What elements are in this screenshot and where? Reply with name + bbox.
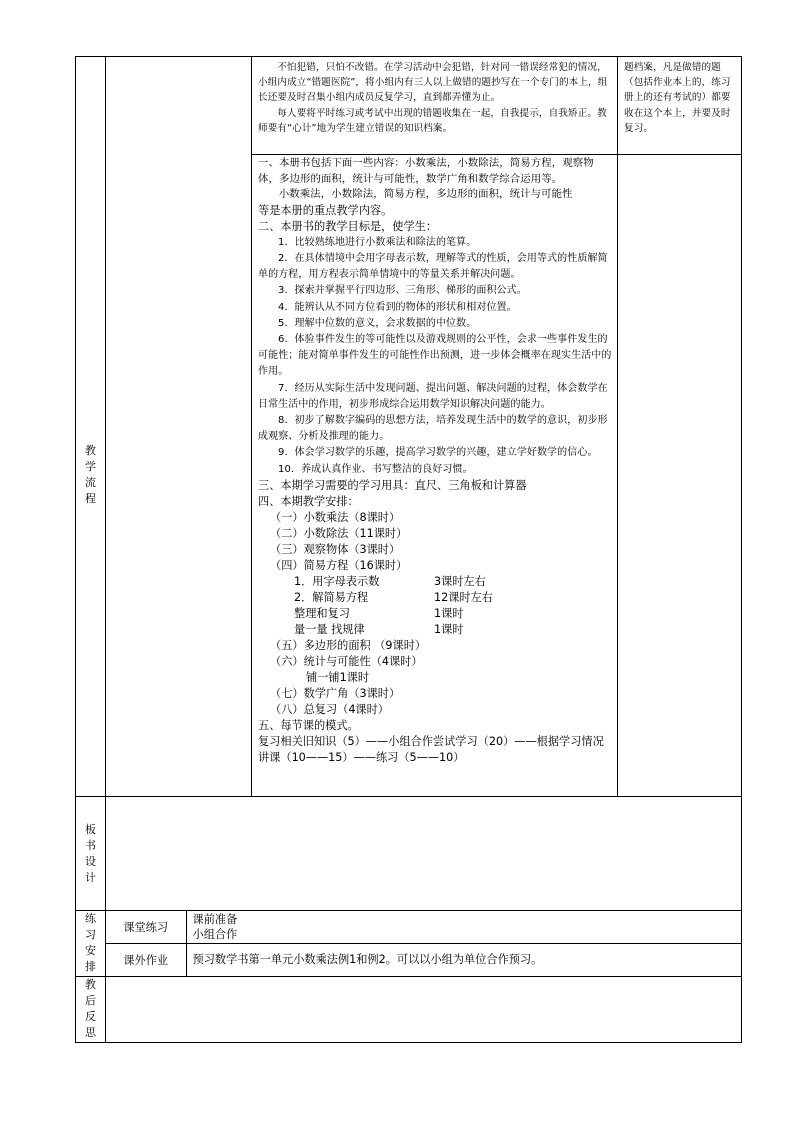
section-3: 三、本期学习需要的学习用具：直尺、三角板和计算器 xyxy=(258,478,527,492)
board-design-row xyxy=(76,797,742,911)
sub-schedule-item xyxy=(258,590,613,606)
goal-item: 1．比较熟练地进行小数乘法和除法的笔算。 xyxy=(278,236,477,248)
label-char: 后 xyxy=(85,994,96,1007)
sub-schedule-hours: 12课时左右 xyxy=(434,590,493,604)
mistakes-para-1: 不怕犯错，只怕不改错。在学习活动中会犯错，针对同一错误经常犯的情况，小组内成立“错题医院”，将小组内有三人以上做错的题抄写在一个专门的本上，组长还要及时召集小组内成员反复学习，直到都弄懂为止。 xyxy=(258,62,608,104)
homework-label: 课外作业 xyxy=(106,944,186,976)
goal-item: 6．体验事件发生的等可能性以及游戏规则的公平性，会求一些事件发生的可能性；能对简单事件发生的可能性作出预测，进一步体会概率在现实生活中的作用。 xyxy=(258,334,612,378)
empty-cell-top xyxy=(106,57,252,155)
sub-schedule-item xyxy=(258,606,613,622)
goal-item: 5．理解中位数的意义，会求数据的中位数。 xyxy=(278,317,477,329)
empty-side-cell xyxy=(618,155,742,797)
class-practice-items xyxy=(186,911,741,944)
class-practice-item: 小组合作 xyxy=(192,928,238,941)
label-char: 流 xyxy=(85,476,96,490)
label-cell-top xyxy=(76,57,106,155)
label-char: 设 xyxy=(85,854,96,868)
section-1-c: 等是本册的重点教学内容。 xyxy=(258,203,393,217)
section-5-heading: 五、每节课的模式。 xyxy=(258,718,359,732)
label-char: 习 xyxy=(85,928,96,942)
sub-schedule-name: 量一量 找规律 xyxy=(294,622,365,636)
section-2-heading: 二、本册书的教学目标是，使学生： xyxy=(258,219,438,233)
label-char: 思 xyxy=(85,1026,96,1039)
practice-row xyxy=(76,911,742,977)
mistakes-para-2: 每人要将平时练习或考试中出现的错题收集在一起，自我提示，自我矫正。教师要有“心计”地为学生建立错误的知识档案。 xyxy=(258,107,607,134)
sub-schedule-name: 1．用字母表示数 xyxy=(294,574,380,588)
label-char: 程 xyxy=(85,492,96,506)
goal-item: 8．初步了解数字编码的思想方法，培养发现生活中的数学的意识，初步形成观察、分析及推理的能力。 xyxy=(258,415,608,443)
flow-content-cell xyxy=(252,155,618,797)
flow-row xyxy=(76,155,742,797)
reflection-label xyxy=(76,976,106,1042)
label-char: 教 xyxy=(85,444,96,458)
goal-item: 10．养成认真作业、书写整洁的良好习惯。 xyxy=(278,463,473,475)
schedule-item: （八）总复习（4课时） xyxy=(270,702,389,716)
empty-cell xyxy=(106,155,252,797)
sub-schedule-hours: 3课时左右 xyxy=(434,574,486,588)
mistakes-cell xyxy=(252,57,618,155)
label-char: 排 xyxy=(85,960,96,974)
schedule-item: （四）简易方程（16课时） xyxy=(270,558,408,572)
label-char: 教 xyxy=(85,978,96,991)
label-char: 学 xyxy=(85,460,96,474)
label-char: 反 xyxy=(85,1010,96,1023)
class-practice-item: 课前准备 xyxy=(192,913,238,926)
goal-item: 2．在具体情境中会用字母表示数，理解等式的性质，会用等式的性质解简单的方程，用方程表示简单情境中的等量关系并解决问题。 xyxy=(258,252,608,281)
practice-sub-table xyxy=(106,911,741,976)
section-1-a: 一、本册书包括下面一些内容：小数乘法，小数除法，简易方程，观察物体，多边形的面积，统计与可能性，数学广角和数学综合运用等。 xyxy=(258,157,594,185)
sub-schedule-name: 2．解简易方程 xyxy=(294,590,369,604)
schedule-item: （三）观察物体（3课时） xyxy=(270,542,401,556)
schedule-item: （一）小数乘法（8课时） xyxy=(270,510,401,524)
reflection-row xyxy=(76,976,742,1042)
goal-item: 3．探索并掌握平行四边形、三角形、梯形的面积公式。 xyxy=(278,285,527,297)
class-mode: 复习相关旧知识（5）——小组合作尝试学习（20）——根据学习情况讲课（10——15）——练习（5——10） xyxy=(258,734,604,764)
section-4-heading: 四、本期教学安排： xyxy=(258,494,359,508)
label-char: 书 xyxy=(85,838,96,852)
schedule-item: （六）统计与可能性（4课时） xyxy=(270,654,423,668)
goal-item: 7．经历从实际生活中发现问题、提出问题、解决问题的过程，体会数学在日常生活中的作用，初步形成综合运用数学知识解决问题的能力。 xyxy=(258,382,608,410)
board-design-label xyxy=(76,797,106,911)
board-design-content xyxy=(106,797,742,911)
homework-text: 预习数学书第一单元小数乘法例1和例2。可以以小组为单位合作预习。 xyxy=(192,953,543,967)
sub-schedule-item xyxy=(258,622,613,638)
reflection-content xyxy=(106,976,742,1042)
practice-content xyxy=(106,911,742,977)
goal-item: 4．能辨认从不同方位看到的物体的形状和相对位置。 xyxy=(278,301,517,313)
goal-item: 9．体会学习数学的乐趣，提高学习数学的兴趣，建立学好数学的信心。 xyxy=(278,447,598,459)
sub-schedule-hours: 1课时 xyxy=(434,622,464,636)
label-char: 计 xyxy=(85,870,96,884)
label-char: 安 xyxy=(85,944,96,958)
class-practice-label: 课堂练习 xyxy=(106,911,186,944)
section-1-b: 小数乘法，小数除法，简易方程，多边形的面积，统计与可能性 xyxy=(278,188,573,201)
schedule-item: （七）数学广角（3课时） xyxy=(270,686,401,700)
side-note: 题档案，凡是做错的题（包括作业本上的，练习册上的还有考试的）都要收在这个本上，并要及时复习。 xyxy=(624,62,731,134)
schedule-item: （五）多边形的面积 （9课时） xyxy=(270,638,427,652)
mistakes-row xyxy=(76,57,742,155)
side-note-cell xyxy=(618,57,742,155)
label-char: 练 xyxy=(85,912,96,926)
practice-label xyxy=(76,911,106,977)
teaching-flow-label xyxy=(76,155,106,797)
schedule-item: （二）小数除法（11课时） xyxy=(270,526,408,540)
label-char: 板 xyxy=(85,822,96,836)
goals-list xyxy=(258,235,613,478)
sub-schedule-name: 整理和复习 xyxy=(294,606,350,620)
schedule-sub-item: 铺一铺1课时 xyxy=(306,670,370,684)
sub-schedule-item xyxy=(258,574,613,590)
lesson-plan-table xyxy=(75,56,742,1043)
sub-schedule-hours: 1课时 xyxy=(434,606,464,620)
